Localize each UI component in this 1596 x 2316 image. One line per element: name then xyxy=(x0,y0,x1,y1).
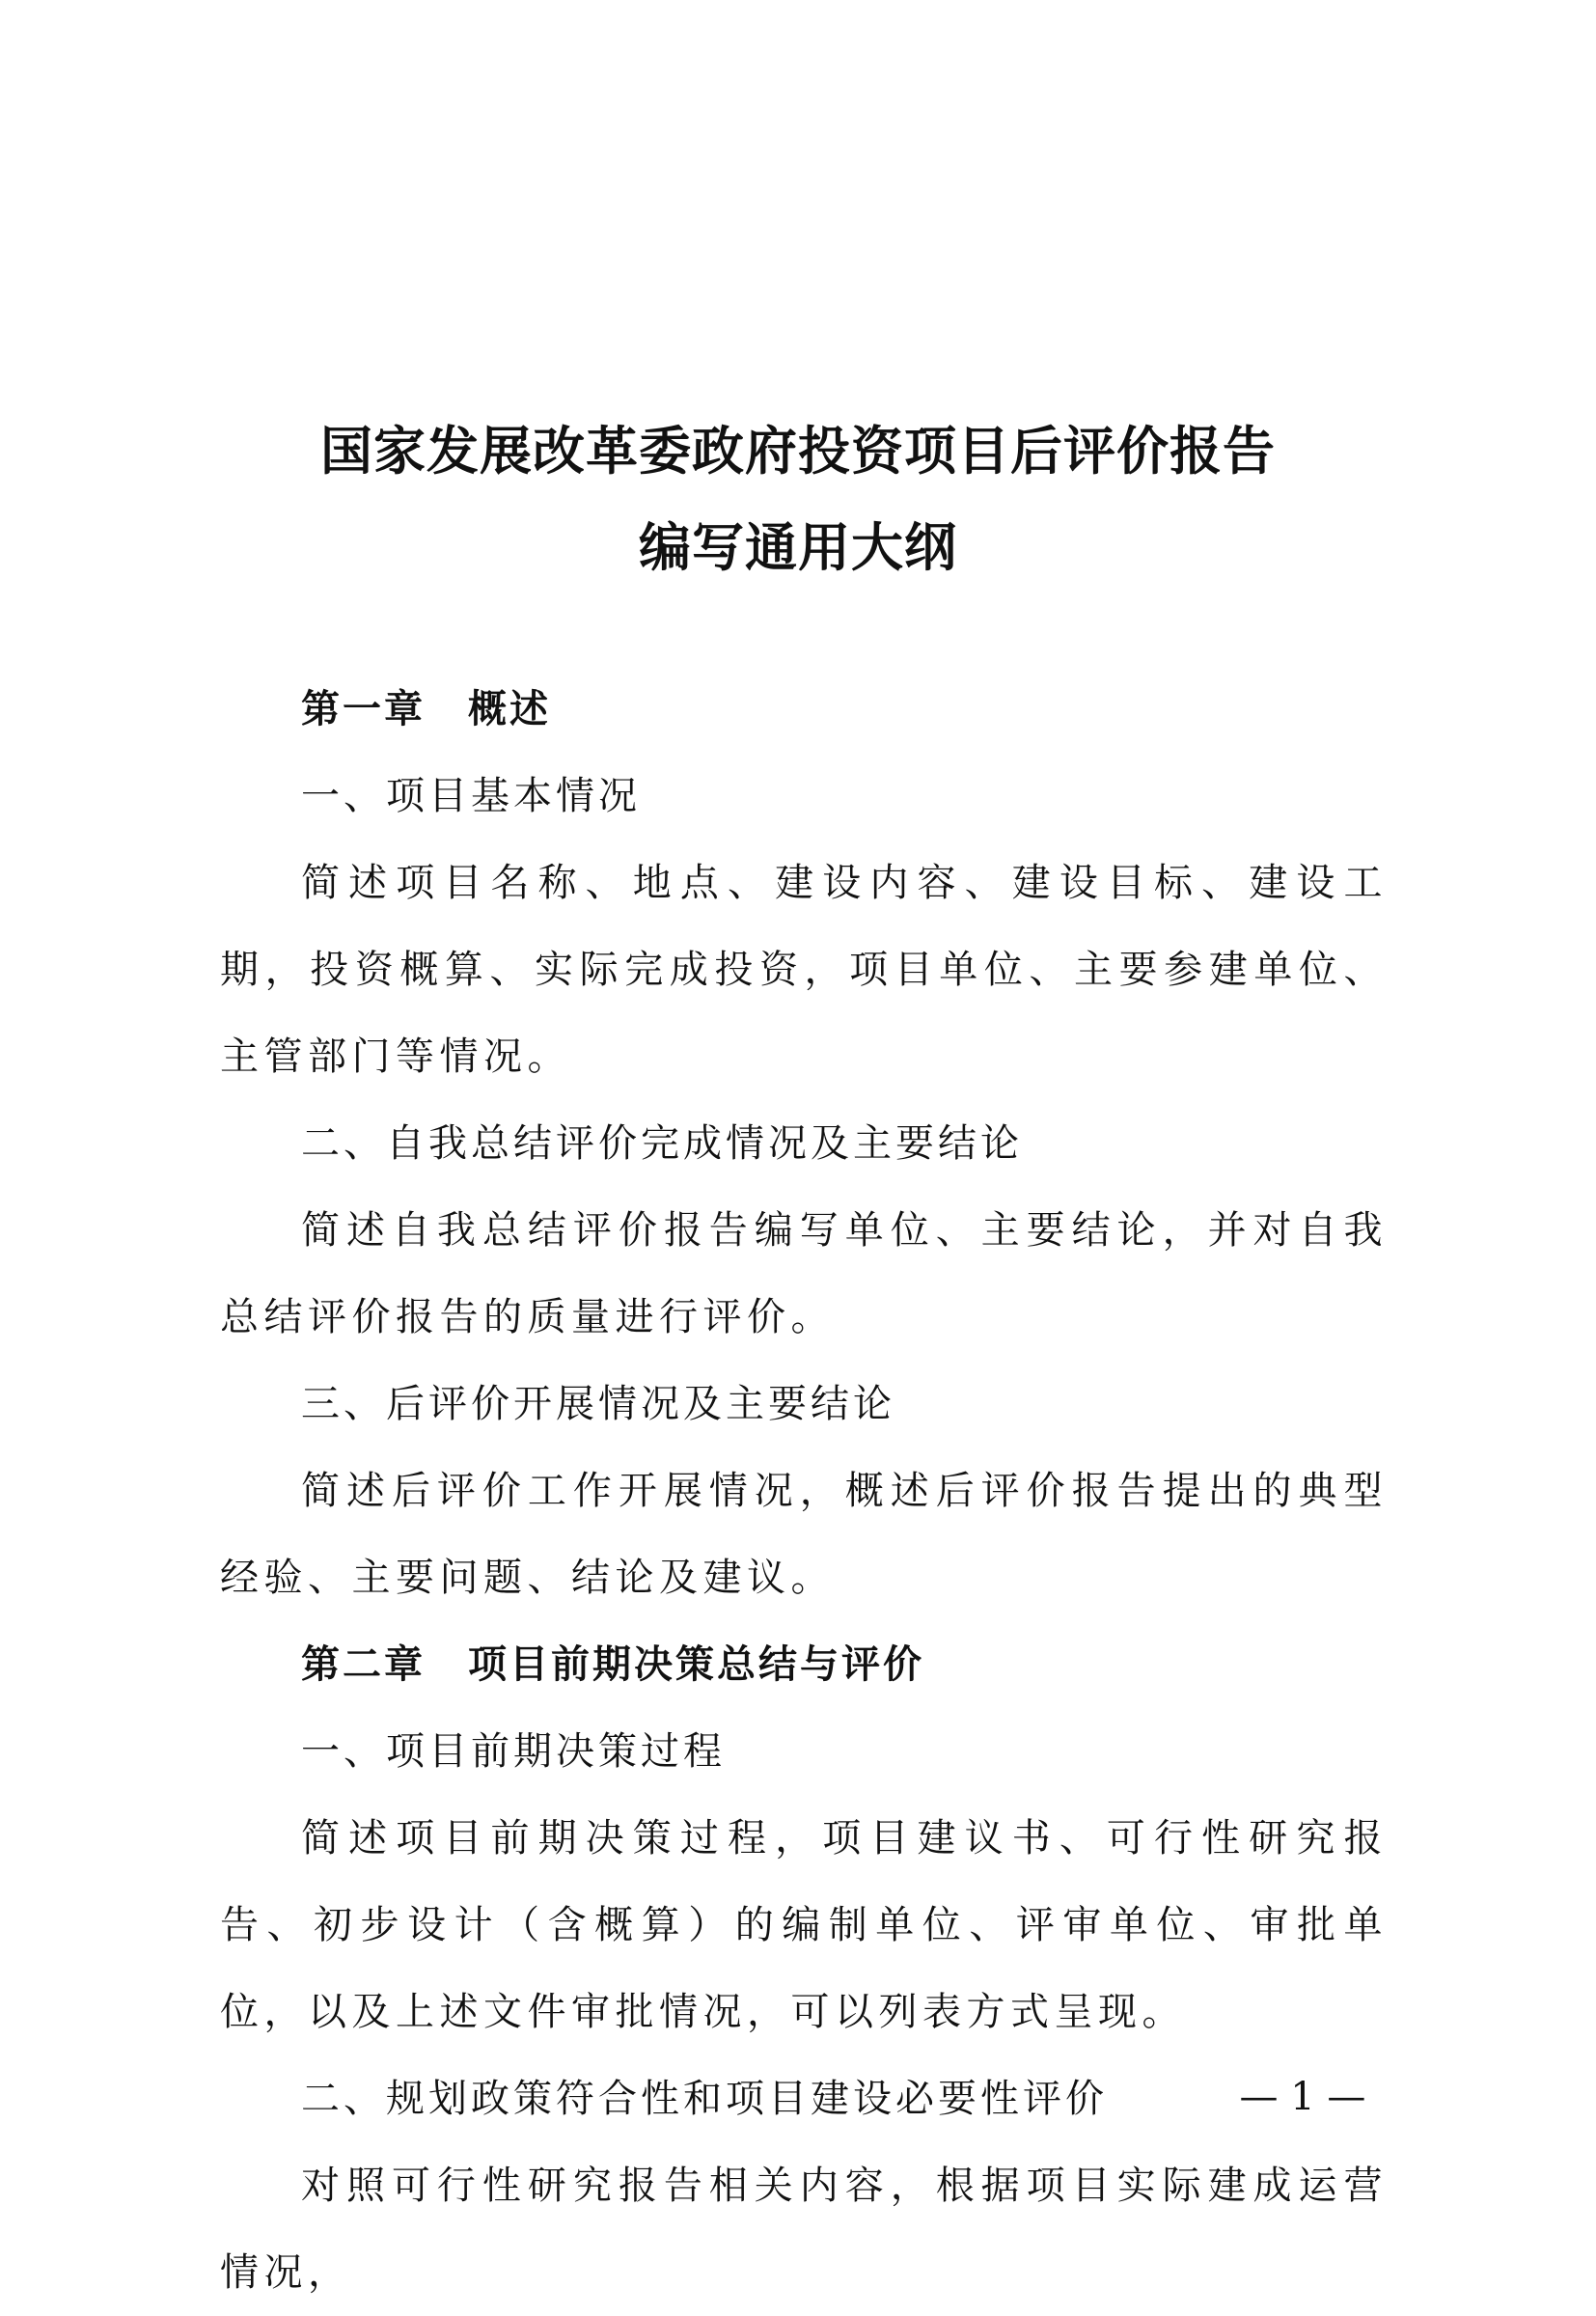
chapter-1-number: 第一章 xyxy=(301,687,426,731)
ch2-section-2-paragraph: 对照可行性研究报告相关内容，根据项目实际建成运营情况， xyxy=(220,2164,1388,2295)
ch2-section-1-heading: 一、项目前期决策过程 xyxy=(301,1729,726,1774)
ch1-section-3-paragraph: 简述后评价工作开展情况，概述后评价报告提出的典型经验、主要问题、结论及建议。 xyxy=(220,1469,1388,1600)
document-title-line-1: 国家发展改革委政府投资项目后评价报告 xyxy=(320,421,1276,482)
ch1-section-1-paragraph: 简述项目名称、地点、建设内容、建设目标、建设工期，投资概算、实际完成投资，项目单位、主要参建单位、主管部门等情况。 xyxy=(220,861,1388,1079)
ch1-section-3-heading: 三、后评价开展情况及主要结论 xyxy=(301,1382,895,1426)
document-title-line-2: 编写通用大纲 xyxy=(639,517,957,578)
ch1-section-2-paragraph: 简述自我总结评价报告编写单位、主要结论，并对自我总结评价报告的质量进行评价。 xyxy=(220,1208,1388,1339)
ch2-section-1-paragraph: 简述项目前期决策过程，项目建议书、可行性研究报告、初步设计（含概算）的编制单位、评审单位、审批单位，以及上述文件审批情况，可以列表方式呈现。 xyxy=(220,1816,1388,2034)
ch1-section-1-heading: 一、项目基本情况 xyxy=(301,774,641,818)
chapter-2-number: 第二章 xyxy=(301,1642,426,1687)
chapter-2-name: 项目前期决策总结与评价 xyxy=(468,1642,924,1687)
chapter-1-heading xyxy=(220,666,1388,753)
chapter-2-heading xyxy=(220,1621,1388,1708)
chapter-1-name: 概述 xyxy=(468,687,551,731)
document-body xyxy=(220,666,1388,2316)
ch1-section-2-heading: 二、自我总结评价完成情况及主要结论 xyxy=(301,1121,1023,1166)
ch2-section-2-heading: 二、规划政策符合性和项目建设必要性评价 xyxy=(301,2077,1108,2121)
page-number: — 1 — xyxy=(1239,2075,1366,2119)
